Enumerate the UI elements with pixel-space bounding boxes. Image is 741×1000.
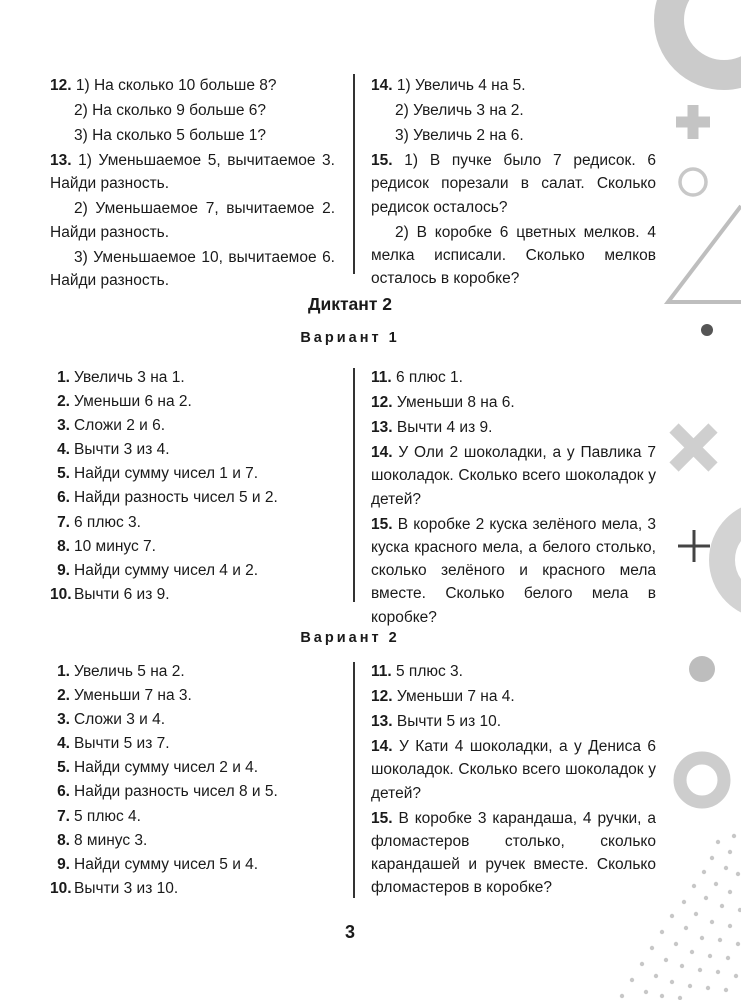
item-text: 5 плюс 4. bbox=[74, 807, 141, 825]
exercise-text: 6 плюс 1. bbox=[391, 369, 463, 386]
exercise-text: 3) На сколько 5 больше 1? bbox=[74, 126, 267, 144]
exercise-item bbox=[371, 391, 656, 414]
exercise-number: 15. bbox=[371, 151, 393, 169]
list-item bbox=[50, 390, 340, 414]
small-ring-decoration bbox=[680, 169, 706, 195]
dark-dot-decoration bbox=[701, 324, 713, 336]
list-item bbox=[50, 684, 340, 708]
exercise-number: 14. bbox=[371, 443, 393, 461]
exercise-text: У Оли 2 шоколадки, а у Павлика 7 шоколадок. Сколько всего шоколадок у детей? bbox=[371, 443, 656, 508]
item-text: 6 плюс 3. bbox=[74, 513, 141, 531]
item-text: Вычти 3 из 10. bbox=[74, 879, 179, 897]
variant-1-left-column bbox=[50, 366, 340, 607]
item-number: 4. bbox=[57, 441, 70, 459]
item-number: 5. bbox=[57, 759, 70, 777]
list-item bbox=[50, 559, 340, 583]
exercise-text: 1) Увеличь 4 на 5. bbox=[392, 77, 526, 94]
exercise-item bbox=[371, 735, 656, 805]
lower-ring-decoration bbox=[680, 758, 724, 802]
exercise-text: 1) Уменьшаемое 5, вычитаемое 3. Найди разность. bbox=[50, 151, 335, 193]
item-text: Найди разность чисел 8 и 5. bbox=[74, 783, 278, 801]
item-number: 9. bbox=[57, 855, 70, 873]
item-number: 9. bbox=[57, 561, 70, 579]
item-number: 3. bbox=[57, 417, 70, 435]
list-item bbox=[50, 732, 340, 756]
exercise-number: 11. bbox=[371, 369, 392, 386]
item-text: Увеличь 3 на 1. bbox=[74, 369, 185, 386]
item-number: 5. bbox=[57, 465, 70, 483]
top-left-column bbox=[50, 74, 335, 294]
exercise-text: Вычти 5 из 10. bbox=[392, 712, 502, 730]
column-divider bbox=[353, 74, 355, 274]
item-number: 2. bbox=[57, 687, 70, 705]
top-right-column bbox=[371, 74, 656, 292]
exercise-text: 2) Увеличь 3 на 2. bbox=[395, 101, 524, 119]
item-text: Найди сумму чисел 5 и 4. bbox=[74, 855, 259, 873]
item-text: Вычти 3 из 4. bbox=[74, 441, 170, 459]
right-half-ring-decoration bbox=[722, 514, 741, 606]
exercise-text: Уменьши 8 на 6. bbox=[392, 393, 515, 411]
list-item bbox=[50, 414, 340, 438]
exercise-number: 11. bbox=[371, 663, 392, 680]
exercise-item bbox=[50, 149, 335, 196]
exercise-item bbox=[50, 246, 335, 293]
exercise-text: В коробке 3 карандаша, 4 ручки, а фломастеров столько, сколько карандашей и ручек вместе. Сколько фломастеров в коробке? bbox=[371, 809, 656, 897]
item-text: Уменьши 6 на 2. bbox=[74, 393, 192, 411]
exercise-item bbox=[371, 710, 656, 733]
exercise-number: 12. bbox=[371, 687, 393, 705]
exercise-item bbox=[371, 124, 656, 147]
item-text: Найди сумму чисел 2 и 4. bbox=[74, 759, 259, 777]
list-item bbox=[50, 366, 340, 390]
exercise-number: 12. bbox=[371, 393, 393, 411]
item-number: 7. bbox=[57, 513, 70, 531]
variant-2-right-column bbox=[371, 660, 656, 901]
exercise-text: У Кати 4 шоколадки, а у Дениса 6 шоколадок. Сколько всего шоколадок у детей? bbox=[371, 737, 656, 802]
item-number: 10. bbox=[50, 879, 72, 897]
item-text: Вычти 6 из 9. bbox=[74, 585, 170, 603]
list-item bbox=[50, 583, 340, 607]
item-number: 7. bbox=[57, 807, 70, 825]
list-item bbox=[50, 462, 340, 486]
item-number: 6. bbox=[57, 489, 70, 507]
column-divider bbox=[353, 368, 355, 602]
exercise-number: 14. bbox=[371, 77, 393, 94]
exercise-text: 1) На сколько 10 больше 8? bbox=[71, 77, 277, 94]
item-text: Сложи 2 и 6. bbox=[74, 417, 166, 435]
list-item bbox=[50, 756, 340, 780]
item-number: 2. bbox=[57, 393, 70, 411]
exercise-item bbox=[371, 441, 656, 511]
exercise-item bbox=[371, 366, 656, 389]
item-text: Увеличь 5 на 2. bbox=[74, 663, 185, 680]
gray-plus-decoration bbox=[676, 105, 710, 139]
exercise-text: 2) В коробке 6 цветных мелков. 4 мелка исписали. Сколько мелков осталось в коробке? bbox=[371, 223, 656, 288]
column-divider bbox=[353, 662, 355, 898]
variant-1-right-column bbox=[371, 366, 656, 631]
exercise-text: Вычти 4 из 9. bbox=[392, 418, 493, 436]
exercise-item bbox=[50, 74, 335, 97]
list-item bbox=[50, 535, 340, 559]
gray-ring-decoration bbox=[669, 0, 741, 75]
list-item bbox=[50, 853, 340, 877]
page-number: 3 bbox=[344, 922, 355, 942]
variant-1-title: Вариант 1 bbox=[300, 330, 400, 346]
triangle-outline-decoration bbox=[668, 206, 741, 302]
variant-2-left-column bbox=[50, 660, 340, 901]
exercise-item bbox=[50, 99, 335, 122]
exercise-text: 5 плюс 3. bbox=[391, 663, 463, 680]
exercise-item bbox=[50, 197, 335, 244]
exercise-text: В коробке 2 куска зелёного мела, 3 куска красного мела, а белого столько, сколько зелёного и красного мела вместе. Сколько белого мела в коробке? bbox=[371, 515, 656, 626]
gray-cross-decoration bbox=[674, 428, 713, 467]
list-item bbox=[50, 805, 340, 829]
exercise-item bbox=[50, 124, 335, 147]
exercise-text: 2) Уменьшаемое 7, вычитаемое 2. Найди разность. bbox=[50, 200, 335, 241]
exercise-number: 12. bbox=[50, 77, 72, 94]
list-item bbox=[50, 829, 340, 853]
exercise-item bbox=[371, 513, 656, 629]
exercise-text: 1) В пучке было 7 редисок. 6 редисок порезали в салат. Сколько редисок осталось? bbox=[371, 151, 656, 216]
item-number: 1. bbox=[57, 663, 70, 680]
exercise-text: 2) На сколько 9 больше 6? bbox=[74, 101, 267, 119]
list-item bbox=[50, 780, 340, 804]
item-number: 10. bbox=[50, 585, 72, 603]
exercise-text: 3) Увеличь 2 на 6. bbox=[395, 126, 524, 144]
item-number: 8. bbox=[57, 831, 70, 849]
list-item bbox=[50, 511, 340, 535]
item-text: 10 минус 7. bbox=[74, 537, 156, 555]
exercise-number: 13. bbox=[371, 712, 393, 730]
exercise-item bbox=[371, 99, 656, 122]
dictation-title: Диктант 2 bbox=[307, 294, 393, 314]
item-number: 3. bbox=[57, 711, 70, 729]
exercise-number: 13. bbox=[50, 151, 72, 169]
list-item bbox=[50, 660, 340, 684]
exercise-item bbox=[371, 74, 656, 97]
exercise-text: Уменьши 7 на 4. bbox=[392, 687, 515, 705]
exercise-item bbox=[371, 221, 656, 291]
item-number: 4. bbox=[57, 735, 70, 753]
item-text: Найди разность чисел 5 и 2. bbox=[74, 489, 278, 507]
thin-plus-decoration bbox=[678, 530, 710, 562]
exercise-text: 3) Уменьшаемое 10, вычитаемое 6. Найди разность. bbox=[50, 248, 335, 289]
exercise-number: 15. bbox=[371, 515, 393, 533]
exercise-item bbox=[371, 685, 656, 708]
exercise-item bbox=[371, 807, 656, 900]
item-number: 6. bbox=[57, 783, 70, 801]
exercise-item bbox=[371, 149, 656, 219]
list-item bbox=[50, 708, 340, 732]
item-text: Уменьши 7 на 3. bbox=[74, 687, 192, 705]
item-text: Сложи 3 и 4. bbox=[74, 711, 166, 729]
item-number: 8. bbox=[57, 537, 70, 555]
exercise-item bbox=[371, 660, 656, 683]
exercise-number: 15. bbox=[371, 809, 393, 827]
item-text: Найди сумму чисел 1 и 7. bbox=[74, 465, 259, 483]
exercise-number: 14. bbox=[371, 737, 393, 755]
list-item bbox=[50, 438, 340, 462]
item-text: Вычти 5 из 7. bbox=[74, 735, 170, 753]
list-item bbox=[50, 877, 340, 901]
item-text: Найди сумму чисел 4 и 2. bbox=[74, 561, 259, 579]
exercise-item bbox=[371, 416, 656, 439]
list-item bbox=[50, 486, 340, 510]
gray-dot-decoration bbox=[689, 656, 715, 682]
variant-2-title: Вариант 2 bbox=[300, 630, 400, 646]
item-number: 1. bbox=[57, 369, 70, 386]
exercise-number: 13. bbox=[371, 418, 393, 436]
item-text: 8 минус 3. bbox=[74, 831, 148, 849]
